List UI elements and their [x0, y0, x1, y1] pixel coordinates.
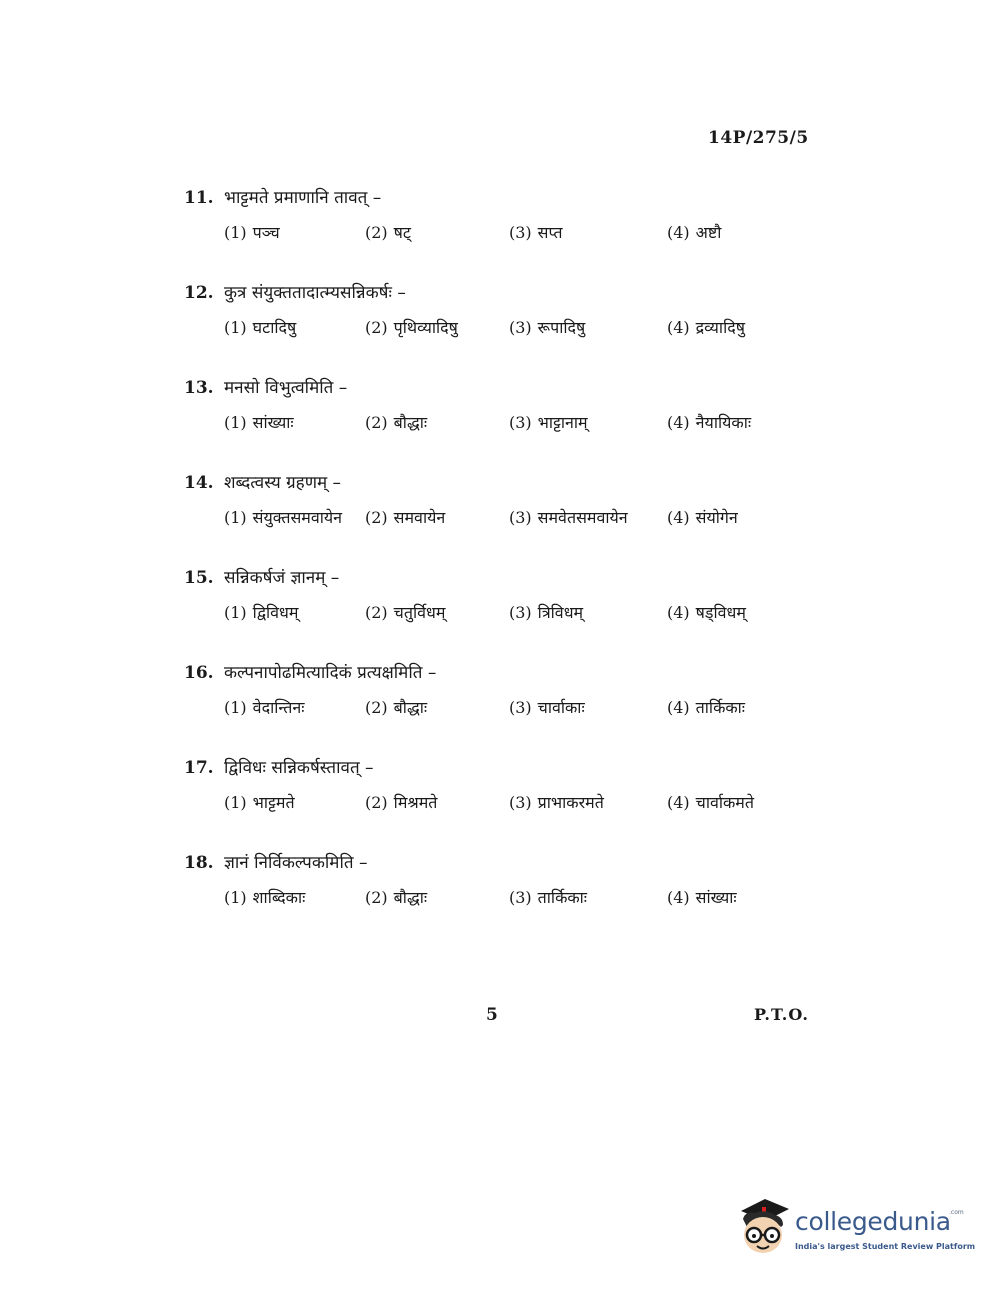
- question-number: 14.: [184, 473, 214, 493]
- question-stem: [184, 755, 374, 778]
- question-11: [184, 185, 824, 280]
- option-row: [224, 886, 824, 912]
- option-row: [224, 506, 824, 532]
- question-number: 13.: [184, 378, 214, 398]
- option-2: (2) षट्: [365, 223, 411, 242]
- option-row: [224, 316, 824, 342]
- option-4: (4) नैयायिकाः: [667, 413, 752, 432]
- option-4: (4) तार्किकाः: [667, 698, 746, 717]
- question-stem: [184, 280, 406, 303]
- brand-name: collegedunia: [795, 1207, 951, 1236]
- option-3: (3) समवेतसमवायेन: [509, 508, 628, 527]
- question-text: मनसो विभुत्वमिति –: [224, 378, 348, 398]
- question-12: [184, 280, 824, 375]
- option-3: (3) सप्त: [509, 223, 563, 242]
- question-text: कल्पनापोढमित्यादिकं प्रत्यक्षमिति –: [224, 663, 437, 683]
- option-2: (2) बौद्धाः: [365, 888, 428, 907]
- question-13: [184, 375, 824, 470]
- option-1: (1) द्विविधम्: [224, 603, 299, 622]
- question-text: द्विविधः सन्निकर्षस्तावत् –: [224, 758, 374, 778]
- collegedunia-watermark: [735, 1195, 976, 1265]
- option-4: (4) सांख्याः: [667, 888, 737, 907]
- question-16: [184, 660, 824, 755]
- pto-label: P.T.O.: [754, 1005, 809, 1024]
- question-15: [184, 565, 824, 660]
- question-text: सन्निकर्षजं ज्ञानम् –: [224, 568, 340, 588]
- option-2: (2) समवायेन: [365, 508, 446, 527]
- option-row: [224, 791, 824, 817]
- question-number: 16.: [184, 663, 214, 683]
- question-text: शब्दत्वस्य ग्रहणम् –: [224, 473, 342, 493]
- option-2: (2) बौद्धाः: [365, 698, 428, 717]
- option-row: [224, 221, 824, 247]
- option-3: (3) चार्वाकाः: [509, 698, 585, 717]
- question-number: 17.: [184, 758, 214, 778]
- question-18: [184, 850, 824, 945]
- question-17: [184, 755, 824, 850]
- question-text: ज्ञानं निर्विकल्पकमिति –: [224, 853, 368, 873]
- question-stem: [184, 375, 347, 398]
- question-stem: [184, 470, 341, 493]
- question-stem: [184, 850, 367, 873]
- option-1: (1) भाट्टमते: [224, 793, 295, 812]
- option-1: (1) वेदान्तिनः: [224, 698, 305, 717]
- page-number: 5: [486, 1005, 498, 1025]
- question-stem: [184, 185, 381, 208]
- question-text: कुत्र संयुक्ततादात्म्यसन्निकर्षः –: [224, 283, 406, 303]
- question-number: 18.: [184, 853, 214, 873]
- question-14: [184, 470, 824, 565]
- question-number: 15.: [184, 568, 214, 588]
- option-2: (2) पृथिव्यादिषु: [365, 318, 458, 337]
- option-1: (1) पञ्च: [224, 223, 280, 242]
- option-1: (1) शाब्दिकाः: [224, 888, 306, 907]
- question-list: [184, 185, 824, 945]
- option-3: (3) प्राभाकरमते: [509, 793, 604, 812]
- option-2: (2) बौद्धाः: [365, 413, 428, 432]
- question-stem: [184, 660, 436, 683]
- brand-tld: .com: [949, 1209, 964, 1216]
- option-1: (1) सांख्याः: [224, 413, 294, 432]
- option-1: (1) संयुक्तसमवायेन: [224, 508, 343, 527]
- graduate-mascot-icon: [735, 1195, 793, 1257]
- option-1: (1) घटादिषु: [224, 318, 297, 337]
- option-3: (3) रूपादिषु: [509, 318, 586, 337]
- page-code: 14P/275/5: [708, 128, 809, 148]
- option-3: (3) त्रिविधम्: [509, 603, 584, 622]
- option-4: (4) द्रव्यादिषु: [667, 318, 745, 337]
- question-stem: [184, 565, 339, 588]
- option-4: (4) षड्विधम्: [667, 603, 746, 622]
- option-row: [224, 411, 824, 437]
- question-text: भाट्टमते प्रमाणानि तावत् –: [224, 188, 382, 208]
- option-2: (2) मिश्रमते: [365, 793, 438, 812]
- brand-tagline: India's largest Student Review Platform: [795, 1242, 976, 1251]
- option-3: (3) भाट्टानाम्: [509, 413, 588, 432]
- question-number: 12.: [184, 283, 214, 303]
- option-4: (4) संयोगेन: [667, 508, 738, 527]
- option-row: [224, 696, 824, 722]
- option-row: [224, 601, 824, 627]
- question-number: 11.: [184, 188, 214, 208]
- option-4: (4) अष्टौ: [667, 223, 722, 242]
- option-2: (2) चतुर्विधम्: [365, 603, 446, 622]
- option-4: (4) चार्वाकमते: [667, 793, 754, 812]
- option-3: (3) तार्किकाः: [509, 888, 588, 907]
